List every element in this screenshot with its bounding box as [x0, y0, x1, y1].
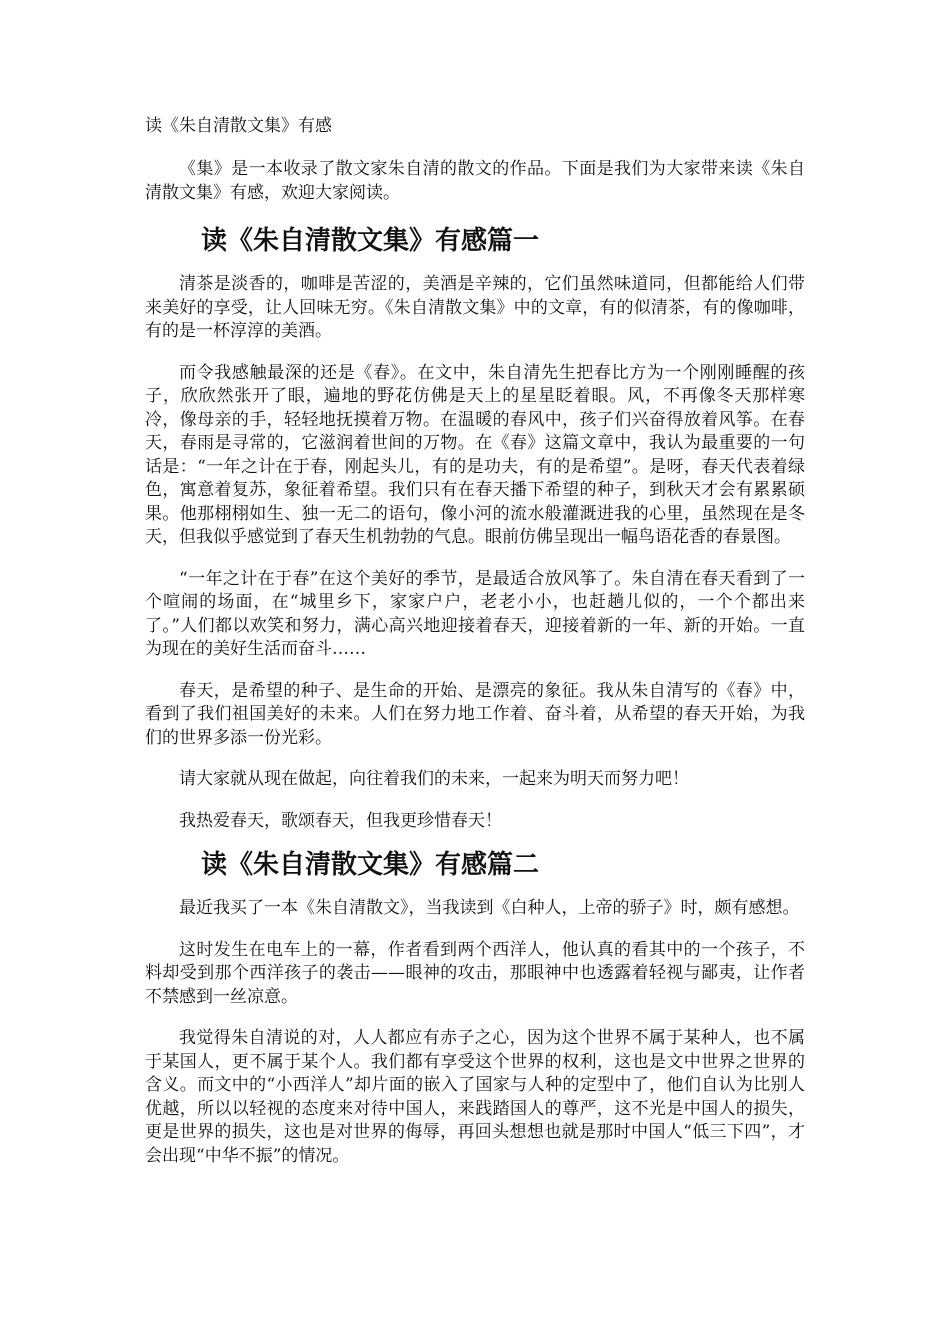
section-1-paragraph: 请大家就从现在做起，向往着我们的未来，一起来为明天而努力吧！ [179, 769, 689, 789]
section-2-paragraph: 这时发生在电车上的一幕，作者看到两个西洋人，他认真的看其中的一个孩子，不料却受到那个西洋孩子的袭击——眼神的攻击，那眼神中也透露着轻视与鄙夷，让作者不禁感到一丝凉意。 [145, 939, 805, 1007]
section-1-paragraph: 我热爱春天，歌颂春天，但我更珍惜春天！ [179, 810, 502, 831]
section-1-paragraph: “一年之计在于春”在这个美好的季节，是最适合放风筝了。朱自清在春天看到了一个喧闹的场面，在“城里乡下，家家户户，老老小小，也赶趟儿似的，一个个都出来了。”人们都以欢笑和努力，满心高兴地迎接着春天，迎接着新的一年、新的开始。一直为现在的美好生活而奋斗…… [145, 568, 805, 659]
document-title: 读《朱自清散文集》有感 [145, 116, 332, 136]
intro-paragraph: 《集》是一本收录了散文家朱自清的散文的作品。下面是我们为大家带来读《朱自清散文集》有感，欢迎大家阅读。 [145, 159, 805, 203]
section-1-paragraph: 春天，是希望的种子、是生命的开始、是漂亮的象征。我从朱自清写的《春》中，看到了我们祖国美好的未来。人们在努力地工作着、奋斗着，从希望的春天开始，为我们的世界多添一份光彩。 [145, 680, 805, 748]
section-2-paragraph: 最近我买了一本《朱自清散文》，当我读到《白种人，上帝的骄子》时，颇有感想。 [179, 898, 800, 918]
section-2-heading: 读《朱自清散文集》有感篇二 [201, 850, 540, 880]
section-2-paragraph: 我觉得朱自清说的对，人人都应有赤子之心，因为这个世界不属于某种人，也不属于某国人，更不属于某个人。我们都有享受这个世界的权利，这也是文中世界之世界的含义。而文中的“小西洋人”却片面的嵌入了国家与人种的定型中了，他们自认为比别人优越，所以以轻视的态度来对待中国人，来践踏国人的尊严，这不光是中国人的损失，更是世界的损失，这也是对世界的侮辱，再回头想想也就是那时中国人“低三下四”，才会出现“中华不振”的情况。 [145, 1028, 805, 1166]
document-page [145, 112, 805, 1186]
section-1-heading: 读《朱自清散文集》有感篇一 [201, 226, 540, 256]
section-1-paragraph: 清茶是淡香的，咖啡是苦涩的，美酒是辛辣的，它们虽然味道同，但都能给人们带来美好的享受，让人回味无穷。《朱自清散文集》中的文章，有的似清茶，有的像咖啡，有的是一杯淳淳的美酒。 [145, 274, 805, 341]
section-1-paragraph: 而令我感触最深的还是《春》。在文中，朱自清先生把春比方为一个刚刚睡醒的孩子，欣欣然张开了眼，遍地的野花仿佛是天上的星星眨着眼。风，不再像冬天那样寒冷，像母亲的手，轻轻地抚摸着万物。在温暖的春风中，孩子们兴奋得放着风筝。在春天，春雨是寻常的，它滋润着世间的万物。在《春》这篇文章中，我认为最重要的一句话是：“一年之计在于春，刚起头儿，有的是功夫，有的是希望”。是呀，春天代表着绿色，寓意着复苏，象征着希望。我们只有在春天播下希望的种子，到秋天才会有累累硕果。他那栩栩如生、独一无二的语句，像小河的流水般灌溉进我的心里，虽然现在是冬天，但我似乎感觉到了春天生机勃勃的气息。眼前仿佛呈现出一幅鸟语花香的春景图。 [145, 362, 805, 547]
